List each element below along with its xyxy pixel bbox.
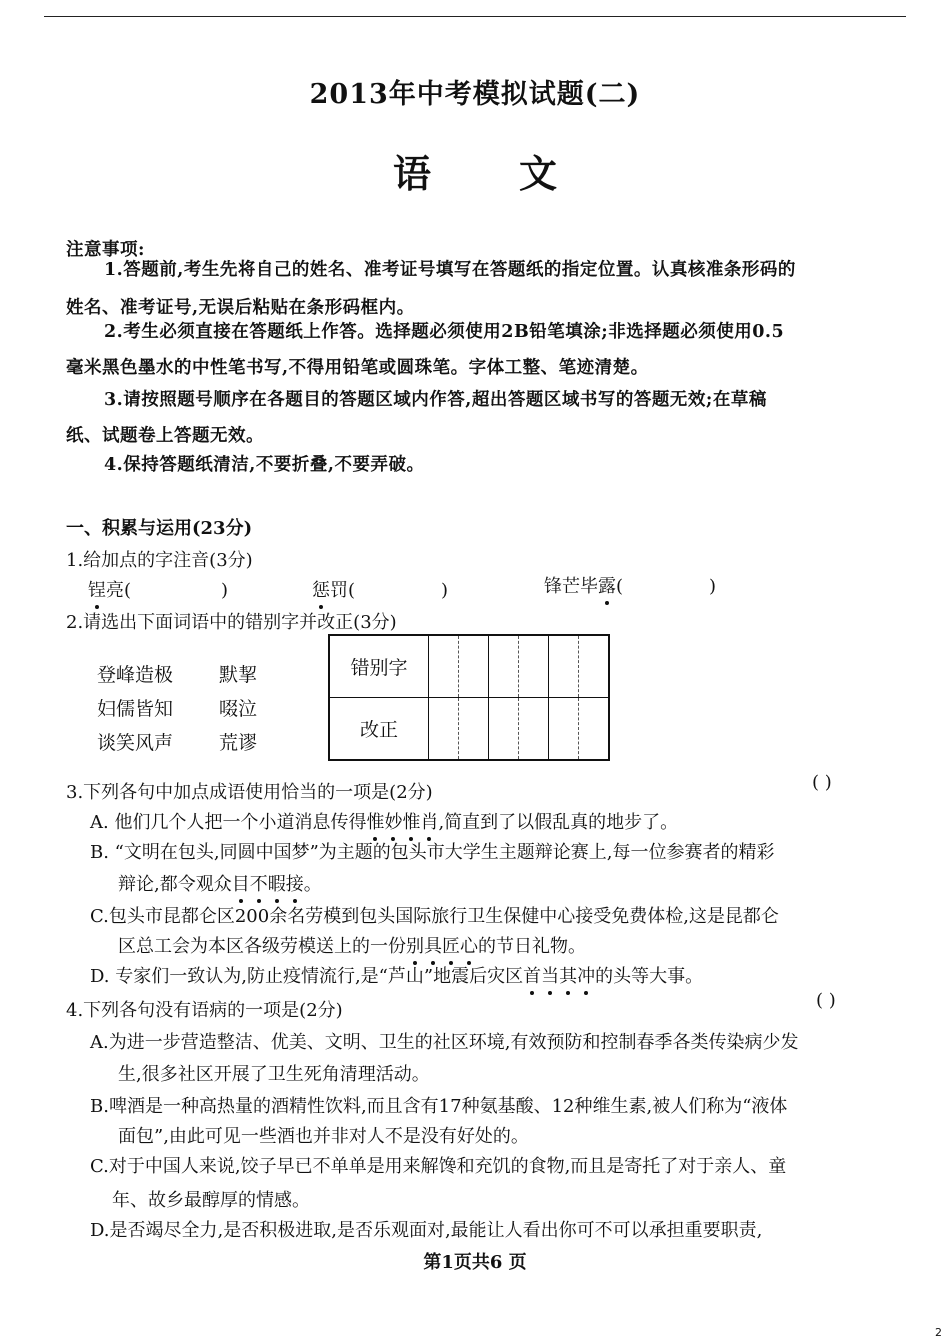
notice-heading: 注意事项: [66, 240, 145, 260]
option-text: ,简直到了以假乱真的地步了。 [438, 812, 679, 833]
section-heading: 一、积累与运用(23分) [66, 518, 253, 539]
q1-item [88, 576, 228, 602]
q1-item-close: ) [441, 580, 449, 601]
question-3-stem: 3.下列各句中加点成语使用恰当的一项是(2分) [66, 782, 433, 803]
answer-cell[interactable] [519, 698, 549, 761]
answer-cell[interactable] [429, 698, 459, 761]
question-2-stem: 2.请选出下面词语中的错别字并改正(3分) [66, 612, 397, 633]
answer-cell[interactable] [579, 635, 610, 698]
option-text: A. 他们几个人把一个小道消息传得 [90, 812, 367, 833]
correction-table [328, 634, 610, 761]
option-c-cont [118, 932, 586, 958]
emphasis-char: 别 [406, 932, 424, 958]
answer-cell[interactable] [489, 635, 519, 698]
notice-line: 1.答题前,考生先将自己的姓名、准考证号填写在答题纸的指定位置。认真核准条形码的 [104, 260, 796, 280]
question-1-stem: 1.给加点的字注音(3分) [66, 550, 253, 571]
question-4-stem: 4.下列各句没有语病的一项是(2分) [66, 1000, 343, 1021]
q1-item-text: 锋芒毕 [544, 576, 598, 597]
q2-word-list [97, 658, 341, 760]
emphasis-char: 其 [559, 962, 577, 988]
emphasis-char: 惟 [366, 808, 384, 834]
answer-cell[interactable] [519, 635, 549, 698]
answer-paren[interactable]: ( ) [816, 990, 836, 1011]
option-d [90, 962, 703, 988]
subject-char-2: 文 [519, 151, 558, 196]
notice-line: 2.考生必须直接在答题纸上作答。选择题必须使用2B铅笔填涂;非选择题必须使用0.5 [104, 322, 785, 342]
option-b: B.啤酒是一种高热量的酒精性饮料,而且含有17种氨基酸、12种维生素,被人们称为“液体 [90, 1096, 788, 1117]
answer-cell[interactable] [459, 698, 489, 761]
correction-label: 改正 [329, 698, 429, 761]
q1-item [312, 576, 448, 602]
option-b-cont: 面包”,由此可见一些酒也并非对人不是没有好处的。 [118, 1126, 529, 1147]
page-footer: 第1页共6 页 [423, 1252, 527, 1273]
q1-item [544, 572, 716, 598]
option-b-cont [118, 870, 322, 896]
option-b: B. “文明在包头,同圆中国梦”为主题的包头市大学生主题辩论赛上,每一位参赛者的精彩 [90, 842, 775, 863]
notice-line: 3.请按照题号顺序在各题目的答题区域内作答,超出答题区域书写的答题无效;在草稿 [104, 390, 767, 410]
emphasis-text [366, 812, 438, 833]
emphasis-char: 冲 [577, 962, 595, 988]
option-a-cont: 生,很多社区开展了卫生死角清理活动。 [118, 1064, 430, 1085]
notice-line: 毫米黑色墨水的中性笔书写,不得用铅笔或圆珠笔。字体工整、笔迹清楚。 [66, 358, 649, 378]
top-rule [44, 16, 906, 17]
q2-word: 登峰造极 [97, 664, 174, 686]
q1-item-text: 罚( [330, 580, 356, 601]
q2-word: 默挈 [219, 664, 258, 686]
emphasis-char: 不 [250, 870, 268, 896]
q2-word: 荒谬 [219, 732, 258, 754]
q2-word-row [97, 658, 341, 692]
option-c: C.对于中国人来说,饺子早已不单单是用来解馋和充饥的食物,而且是寄托了对于亲人、童 [90, 1156, 787, 1177]
q2-word: 啜泣 [219, 698, 258, 720]
option-text: 区总工会为本区各级劳模送上的一份 [118, 936, 406, 957]
exam-title: 2013年中考模拟试题(二) [309, 79, 641, 110]
emphasis-char: 匠 [442, 932, 460, 958]
notice-line: 姓名、准考证号,无误后粘贴在条形码框内。 [66, 298, 415, 318]
option-text: 辩论,都令观众 [118, 874, 232, 895]
option-text: 的头等大事。 [595, 966, 704, 987]
emphasis-char: 心 [460, 932, 478, 958]
emphasis-char: 当 [541, 962, 559, 988]
option-text: 的节日礼物。 [478, 936, 586, 957]
q1-item-close: ) [709, 576, 717, 597]
q2-word-row [97, 692, 341, 726]
emphasis-char: 暇 [268, 870, 286, 896]
emphasis-text [523, 966, 595, 987]
notice-line: 4.保持答题纸清洁,不要折叠,不要弄破。 [104, 455, 425, 475]
answer-cell[interactable] [549, 635, 579, 698]
q1-item-close: ) [221, 580, 229, 601]
option-a [90, 808, 678, 834]
emphasis-text [406, 936, 478, 957]
q1-item-text: ( [616, 576, 624, 597]
option-text: D. 专家们一致认为,防止疫情流行,是“芦山”地震后灾区 [90, 966, 524, 987]
option-c: C.包头市昆都仑区200余名劳模到包头国际旅行卫生保健中心接受免费体检,这是昆都仑 [90, 906, 779, 927]
emphasis-char: 肖 [420, 808, 438, 834]
emphasis-char: 接 [286, 870, 304, 896]
answer-cell[interactable] [429, 635, 459, 698]
emphasis-char: 具 [424, 932, 442, 958]
option-a: A.为进一步营造整洁、优美、文明、卫生的社区环境,有效预防和控制春季各类传染病少发 [90, 1032, 799, 1053]
emphasis-char: 目 [232, 870, 250, 896]
notice-line: 纸、试题卷上答题无效。 [66, 426, 264, 446]
emphasis-char: 惟 [402, 808, 420, 834]
option-c-cont: 年、故乡最醇厚的情感。 [112, 1190, 310, 1211]
answer-paren[interactable]: ( ) [812, 772, 832, 793]
emphasis-char: 锃 [88, 576, 106, 602]
emphasized-idiom [366, 812, 438, 833]
emphasis-char: 首 [523, 962, 541, 988]
answer-cell[interactable] [579, 698, 610, 761]
emphasis-text [232, 874, 304, 895]
emphasis-char: 露 [598, 572, 616, 598]
answer-cell[interactable] [459, 635, 489, 698]
subject-char-1: 语 [392, 151, 431, 196]
answer-cell[interactable] [549, 698, 579, 761]
q1-item-text: 亮( [106, 580, 132, 601]
q2-word: 谈笑风声 [97, 732, 174, 754]
wrong-char-label: 错别字 [329, 635, 429, 698]
page-number: 2 [935, 1326, 942, 1339]
answer-cell[interactable] [489, 698, 519, 761]
emphasis-char: 妙 [384, 808, 402, 834]
subject-title [0, 143, 950, 198]
q2-word-row [97, 726, 341, 760]
option-d: D.是否竭尽全力,是否积极进取,是否乐观面对,最能让人看出你可不可以承担重要职责, [90, 1220, 763, 1241]
q2-word: 妇儒皆知 [97, 698, 174, 720]
option-text: 。 [303, 874, 322, 895]
emphasis-char: 惩 [312, 576, 330, 602]
